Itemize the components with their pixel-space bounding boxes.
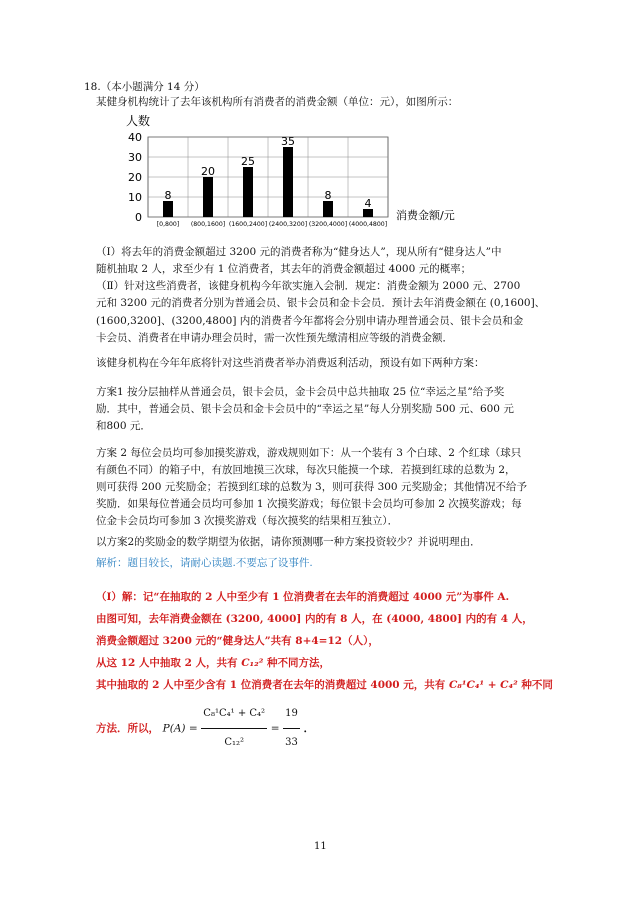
equals-sign: = [270,722,280,735]
x-axis-label: 消费金额/元 [396,209,455,222]
y-axis-ticks [128,131,142,224]
bar-value-label: 4 [364,197,372,210]
problem-intro: 某健身机构统计了去年该机构所有消费者的消费金额（单位：元），如图所示： [96,96,459,108]
plan2-line5: 位金卡会员均可参加 3 次摸奖游戏（每次摸奖的结果相互独立）． [96,515,399,527]
solution-line4-a: 从这 12 人中抽取 2 人，共有 [96,657,238,669]
probability-symbol: P(A) = [162,722,198,735]
y-tick-label: 20 [128,171,142,184]
plan1-line2: 励．其中，普通会员、银卡会员和金卡会员中的“幸运之星”每人分别奖励 500 元、600 元 [96,403,514,415]
y-tick-label: 0 [135,211,142,224]
solution-line4-b: 种不同方法， [267,657,331,669]
plan1-line3: 和800 元． [96,420,151,432]
solution-line2: 由图可知，去年消费金额在 (3200, 4000] 内的有 8 人，在 (4000, 4800] 内的有 4 人， [96,613,533,625]
combination-expression: C₈¹C₄¹ + C₄² [448,679,518,691]
chart-grid [148,137,388,217]
result-denominator: 33 [285,737,298,748]
part2-line4: 卡会员、消费者在申请办理会员时，需一次性预先缴清相应等级的消费金额． [96,332,453,344]
x-tick-label: (4000,4800] [348,221,388,228]
page-number: 11 [314,841,327,852]
bar-value-label: 8 [164,189,172,202]
part2-line3: (1600,3200]、(3200,4800] 内的消费者今年都将会分别申请办理普通会员、银卡会员和金 [96,315,524,327]
x-axis-ticks [157,221,387,228]
problem-header: 18.（本小题满分 14 分） [84,81,205,93]
solution-line5-a: 其中抽取的 2 人中至少含有 1 位消费者在去年的消费超过 4000 元，共有 [96,679,446,691]
plan2-line1: 方案 2 每位会员均可参加摸奖游戏，游戏规则如下：从一个装有 3 个白球、2 个红球（球只 [96,447,522,459]
y-axis-label: 人数 [126,115,151,128]
bar-2 [243,167,253,217]
y-tick-label: 30 [128,151,142,164]
fraction-numerator: C₈¹C₄¹ + C₄² [201,700,267,729]
bar-3 [283,147,293,217]
plan2-line2: 有颜色不同）的箱子中，有放回地摸三次球，每次只能摸一个球．若摸到红球的总数为 2， [96,464,516,476]
bar-5 [363,209,373,217]
plan2-line3: 则可获得 200 元奖励金；若摸到红球的总数为 3，则可获得 300 元奖励金；其他情况不给予 [96,481,527,493]
solution-line5-b: 种不同 [521,679,553,691]
x-tick-label: [0,800] [156,221,180,228]
bar-value-label: 35 [281,135,295,148]
x-tick-label: (3200,4000] [308,221,348,228]
plan2-line4: 奖励．如果每位普通会员均可参加 1 次摸奖游戏；每位银卡会员均可参加 2 次摸奖游戏；每 [96,498,522,510]
plan1-line1: 方案1 按分层抽样从普通会员，银卡会员，金卡会员中总共抽取 25 位“幸运之星”给予奖 [96,386,505,398]
combination-c12-2: C₁₂² [241,657,264,669]
solution-line6-end: ． [303,722,315,735]
probability-fraction [201,700,267,757]
bar-value-label: 20 [201,165,215,178]
solution-line5 [96,678,553,692]
bar-1 [203,177,213,217]
bar-value-label: 8 [324,189,332,202]
bar-value-label: 25 [241,155,255,168]
part2-line1: （Ⅱ）针对这些消费者，该健身机构今年欲实施入会制．规定：消费金额为 2000 元、2700 [96,280,521,292]
result-numerator: 19 [283,700,300,729]
question-text: 以方案2的奖励金的数学期望为依据，请你预测哪一种方案投资较少？并说明理由． [96,536,481,548]
y-tick-label: 10 [128,191,142,204]
bar-0 [163,201,173,217]
x-tick-label: (2400,3200] [268,221,308,228]
activity-text: 该健身机构在今年年底将针对这些消费者举办消费返利活动，预设有如下两种方案： [96,357,485,369]
solution-line3: 消费金额超过 3200 元的“健身达人”共有 8+4=12（人）， [96,635,379,647]
solution-line1: （Ⅰ）解：记“在抽取的 2 人中至少有 1 位消费者在去年的消费超过 4000 元”为事件 A. [96,591,510,603]
solution-line4 [96,656,330,670]
solution-line6-a: 方法．所以， [96,722,159,735]
part1-line2: 随机抽取 2 人，求至少有 1 位消费者，其去年的消费金额超过 4000 元的概率； [96,263,472,275]
result-fraction [283,700,300,757]
fraction-denominator: C₁₂² [224,737,245,748]
x-tick-label: (1600,2400] [228,221,268,228]
part1-line1: （Ⅰ）将去年的消费金额超过 3200 元的消费者称为“健身达人”，现从所有“健身达人”中 [96,246,502,258]
x-tick-label: (800,1600] [190,221,226,228]
y-tick-label: 40 [128,131,142,144]
histogram-chart [108,115,468,235]
part2-line2: 元和 3200 元的消费者分别为普通会员、银卡会员和金卡会员．预计去年消费金额在 (0,1600]、 [96,297,546,309]
analysis-note: 解析：题目较长，请耐心读题.不要忘了设事件. [96,557,313,569]
bar-4 [323,201,333,217]
solution-line6 [96,700,314,757]
